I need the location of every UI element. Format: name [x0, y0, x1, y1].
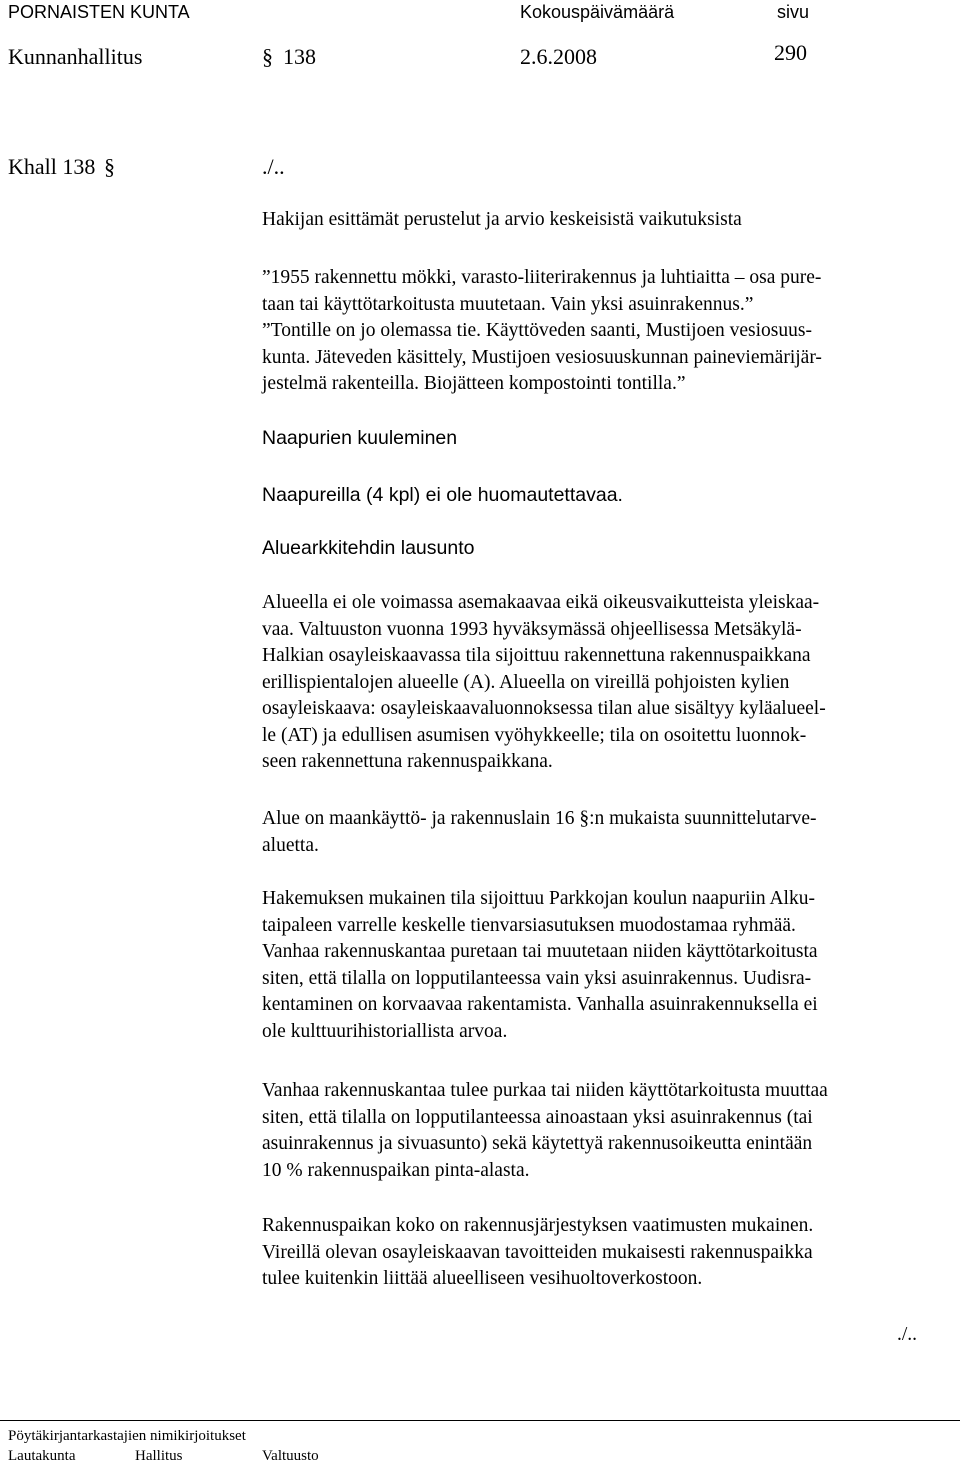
heading-neighbours: Naapurien kuuleminen: [262, 427, 458, 449]
paragraph-plot-size: [262, 1213, 942, 1293]
text-line: ”Tontille on jo olemassa tie. Käyttöveden saanti, Mustijoen vesiosuus-: [262, 320, 812, 341]
text-line: aluetta.: [262, 834, 319, 856]
text-line: Rakennuspaikan koko on rakennusjärjestyksen vaatimusten mukainen.: [262, 1215, 814, 1236]
continuation-marker-top: ./..: [262, 154, 285, 179]
organization-name: PORNAISTEN KUNTA: [8, 2, 190, 22]
body-name: Kunnanhallitus: [8, 44, 143, 69]
footer-signatures-label: Pöytäkirjantarkastajien nimikirjoitukset: [8, 1428, 246, 1444]
text-line: taan tai käyttötarkoitusta muutetaan. Vain yksi asuinrakennus.”: [262, 293, 754, 315]
text-line: Vanhaa rakennuskantaa tulee purkaa tai niiden käyttötarkoitusta muuttaa: [262, 1080, 828, 1101]
text-line: Vanhaa rakennuskantaa puretaan tai muutetaan niiden käyttötarkoitusta: [262, 941, 818, 962]
text-line: asuinrakennus ja sivuasunto) sekä käytettyä rakennusoikeutta enintään: [262, 1133, 813, 1154]
text-line: jestelmä rakenteilla. Biojätteen kompostointi tontilla.”: [262, 373, 686, 394]
text-line: seen rakennettuna rakennuspaikkana.: [262, 751, 553, 772]
footer-signature-lautakunta: Lautakunta: [8, 1448, 76, 1464]
paragraph-neighbours: Naapureilla (4 kpl) ei ole huomautettavaa.: [262, 484, 623, 506]
page-number: 290: [774, 40, 807, 65]
page-label: sivu: [777, 2, 810, 22]
continuation-marker-bottom: ./..: [897, 1324, 918, 1345]
paragraph-area-architect-statement: [262, 590, 942, 776]
text-line: Alue on maankäyttö- ja rakennuslain 16 §:n mukaista suunnittelutarve-: [262, 808, 817, 829]
footer-signature-valtuusto: Valtuusto: [262, 1448, 319, 1464]
text-line: kentaminen on korvaavaa rakentamista. Vanhalla asuinrakennuksella ei: [262, 994, 818, 1015]
text-line: Halkian osayleiskaavassa tila sijoittuu rakennettuna rakennuspaikkana: [262, 645, 811, 666]
footer-signature-hallitus: Hallitus: [135, 1448, 183, 1464]
text-line: 10 % rakennuspaikan pinta-alasta.: [262, 1159, 530, 1181]
paragraph-application-location: [262, 886, 942, 1045]
meeting-date-label: Kokouspäivämäärä: [520, 2, 675, 22]
text-line: ”1955 rakennettu mökki, varasto-liiterirakennus ja luhtiaitta – osa pure-: [262, 267, 822, 288]
text-line: Vireillä olevan osayleiskaavan tavoitteiden mukaisesti rakennuspaikka: [262, 1241, 813, 1263]
text-line: Hakemuksen mukainen tila sijoittuu Parkkojan koulun naapuriin Alku-: [262, 888, 815, 909]
paragraph-building-stock: [262, 1078, 942, 1184]
text-line: osayleiskaava: osayleiskaavaluonnoksessa tilan alue sisältyy kyläalueel-: [262, 698, 826, 719]
paragraph-planning-area: [262, 806, 942, 859]
heading-area-architect: Aluearkkitehdin lausunto: [262, 537, 475, 559]
footer-divider: [0, 1420, 960, 1421]
text-line: Alueella ei ole voimassa asemakaavaa eikä oikeusvaikutteista yleiskaa-: [262, 592, 820, 613]
section-symbol: §: [262, 44, 273, 69]
heading-applicant-reasons: Hakijan esittämät perustelut ja arvio keskeisistä vaikutuksista: [262, 209, 742, 230]
text-line: ole kulttuurihistoriallista arvoa.: [262, 1020, 508, 1042]
text-line: siten, että tilalla on lopputilanteessa vain yksi asuinrakennus. Uudisra-: [262, 967, 812, 989]
paragraph-applicant-quote: [262, 265, 942, 398]
text-line: vaa. Valtuuston vuonna 1993 hyväksymässä ohjeellisessa Metsäkylä-: [262, 618, 802, 640]
text-line: siten, että tilalla on lopputilanteessa ainoastaan yksi asuinrakennus (tai: [262, 1106, 813, 1128]
meeting-date: 2.6.2008: [520, 44, 597, 69]
text-line: le (AT) ja edullisen asumisen vyöhykkeelle; tila on osoitettu luonnok-: [262, 724, 807, 746]
text-line: taipaleen varrelle keskelle tienvarsiasutuksen muodostamaa ryhmää.: [262, 914, 796, 936]
text-line: tulee kuitenkin liittää alueelliseen vesihuoltoverkostoon.: [262, 1268, 703, 1289]
section-marker-symbol: §: [104, 154, 115, 179]
text-line: kunta. Jäteveden käsittely, Mustijoen vesiosuuskunnan paineviemärijär-: [262, 346, 822, 368]
section-label: Khall 138: [8, 154, 96, 179]
section-number: 138: [283, 44, 316, 69]
text-line: erillispientalojen alueelle (A). Alueella on vireillä pohjoisten kylien: [262, 671, 790, 693]
